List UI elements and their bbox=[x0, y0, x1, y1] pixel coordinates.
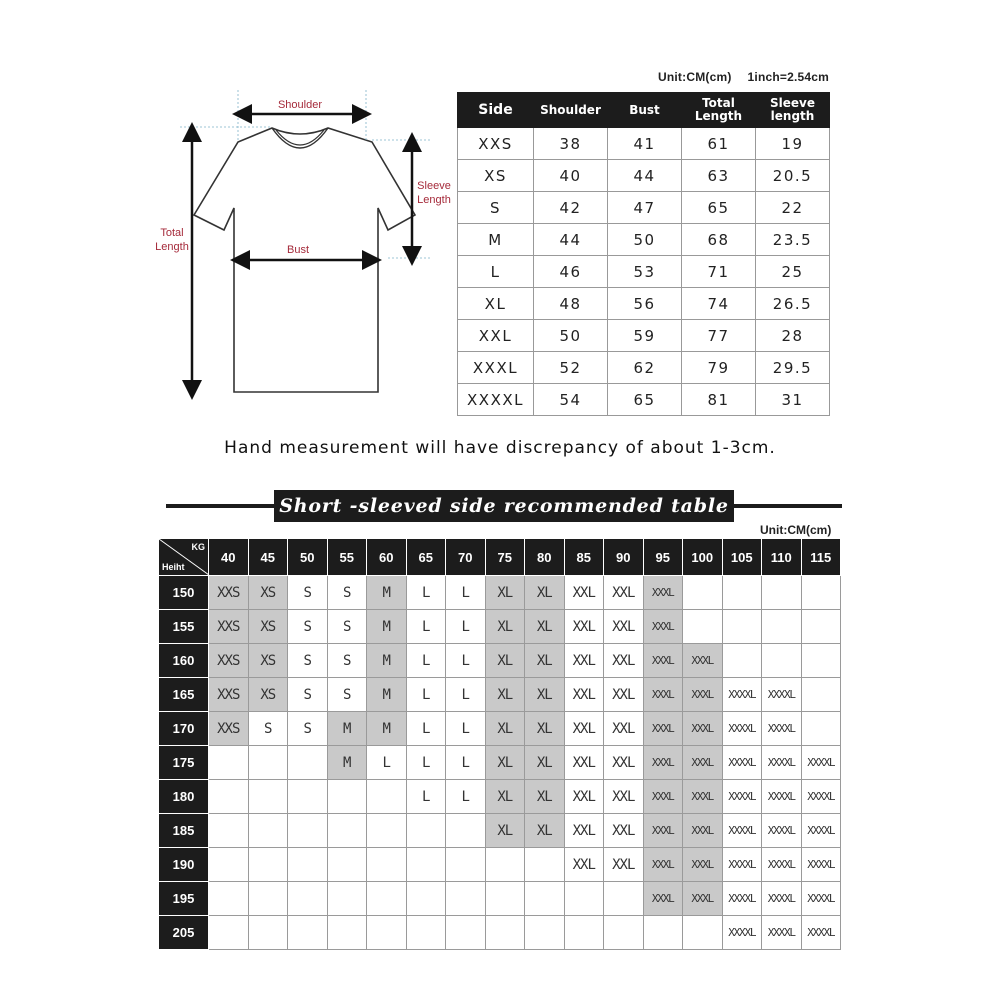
recommend-cell: XXS bbox=[209, 576, 249, 610]
recommend-row bbox=[159, 678, 841, 712]
weight-header: 85 bbox=[564, 539, 604, 576]
size-value: 54 bbox=[534, 384, 608, 416]
weight-header: 80 bbox=[525, 539, 565, 576]
recommend-row bbox=[159, 814, 841, 848]
height-header: 195 bbox=[159, 882, 209, 916]
recommend-cell: S bbox=[288, 576, 328, 610]
recommend-cell: XXXXL bbox=[762, 882, 802, 916]
recommend-cell: XL bbox=[525, 780, 565, 814]
recommend-cell: S bbox=[327, 678, 367, 712]
size-value: 19 bbox=[756, 128, 830, 160]
recommend-row bbox=[159, 610, 841, 644]
recommend-cell: XXL bbox=[604, 644, 644, 678]
header-sleeve-length: Sleeve length bbox=[756, 93, 830, 128]
size-value: 46 bbox=[534, 256, 608, 288]
recommend-cell bbox=[722, 610, 762, 644]
recommend-cell: XXXL bbox=[643, 814, 683, 848]
recommend-cell bbox=[406, 848, 446, 882]
recommend-cell: S bbox=[288, 644, 328, 678]
recommend-cell: XXL bbox=[604, 678, 644, 712]
recommend-cell: XL bbox=[485, 678, 525, 712]
recommend-cell: XXL bbox=[604, 576, 644, 610]
recommend-cell: XXL bbox=[564, 746, 604, 780]
size-value: 48 bbox=[534, 288, 608, 320]
recommend-cell bbox=[367, 814, 407, 848]
recommend-cell: L bbox=[367, 746, 407, 780]
recommend-cell bbox=[209, 746, 249, 780]
recommend-cell: XXL bbox=[564, 712, 604, 746]
recommend-cell bbox=[643, 916, 683, 950]
recommend-cell bbox=[367, 780, 407, 814]
recommend-cell: L bbox=[446, 576, 486, 610]
size-chart-unit bbox=[658, 70, 845, 84]
recommend-cell bbox=[525, 882, 565, 916]
size-chart-table bbox=[457, 92, 830, 416]
height-header: 175 bbox=[159, 746, 209, 780]
recommend-cell: S bbox=[288, 712, 328, 746]
size-value: 50 bbox=[534, 320, 608, 352]
recommend-cell: XXL bbox=[564, 576, 604, 610]
recommend-cell bbox=[801, 644, 841, 678]
recommend-cell: L bbox=[406, 712, 446, 746]
weight-header: 40 bbox=[209, 539, 249, 576]
recommend-cell: XL bbox=[485, 644, 525, 678]
size-value: 44 bbox=[534, 224, 608, 256]
recommend-cell: XXL bbox=[604, 610, 644, 644]
recommend-cell: XXL bbox=[564, 644, 604, 678]
recommend-row bbox=[159, 746, 841, 780]
weight-header: 45 bbox=[248, 539, 288, 576]
recommend-cell: XXXXL bbox=[722, 712, 762, 746]
recommend-cell bbox=[801, 610, 841, 644]
size-value: 59 bbox=[608, 320, 682, 352]
size-value: 63 bbox=[682, 160, 756, 192]
size-chart-row bbox=[458, 128, 830, 160]
inch-conversion: 1inch=2.54cm bbox=[747, 70, 829, 84]
recommend-cell bbox=[525, 916, 565, 950]
recommend-cell: XXXL bbox=[683, 814, 723, 848]
height-header: 190 bbox=[159, 848, 209, 882]
size-value: 50 bbox=[608, 224, 682, 256]
recommend-cell: XXXL bbox=[683, 678, 723, 712]
weight-header: 50 bbox=[288, 539, 328, 576]
weight-header: 55 bbox=[327, 539, 367, 576]
recommend-cell: XL bbox=[485, 712, 525, 746]
recommend-cell: XXXL bbox=[643, 882, 683, 916]
recommend-cell: XXXL bbox=[643, 678, 683, 712]
recommend-cell: L bbox=[446, 644, 486, 678]
height-header: 165 bbox=[159, 678, 209, 712]
recommend-cell bbox=[288, 780, 328, 814]
size-chart-row bbox=[458, 160, 830, 192]
size-value: 28 bbox=[756, 320, 830, 352]
recommend-cell: XXL bbox=[564, 610, 604, 644]
recommend-cell bbox=[327, 780, 367, 814]
recommend-cell bbox=[288, 916, 328, 950]
recommend-cell bbox=[406, 882, 446, 916]
recommend-cell: XXXXL bbox=[722, 916, 762, 950]
recommend-cell: S bbox=[327, 576, 367, 610]
size-label: XXXL bbox=[458, 352, 534, 384]
weight-header: 65 bbox=[406, 539, 446, 576]
recommend-cell: XXXL bbox=[643, 848, 683, 882]
recommend-cell: XXS bbox=[209, 610, 249, 644]
recommend-cell bbox=[801, 576, 841, 610]
recommend-cell bbox=[762, 610, 802, 644]
recommend-cell: XXXL bbox=[683, 712, 723, 746]
size-chart-row bbox=[458, 352, 830, 384]
recommend-cell bbox=[564, 882, 604, 916]
recommend-row bbox=[159, 848, 841, 882]
recommend-cell: XS bbox=[248, 610, 288, 644]
size-label: M bbox=[458, 224, 534, 256]
size-value: 79 bbox=[682, 352, 756, 384]
size-value: 62 bbox=[608, 352, 682, 384]
recommend-cell: XXXXL bbox=[801, 814, 841, 848]
recommend-row bbox=[159, 780, 841, 814]
size-label: XS bbox=[458, 160, 534, 192]
weight-header: 60 bbox=[367, 539, 407, 576]
weight-header: 70 bbox=[446, 539, 486, 576]
recommend-cell bbox=[762, 644, 802, 678]
recommend-cell: XXXXL bbox=[801, 882, 841, 916]
recommend-cell: XXXXL bbox=[762, 848, 802, 882]
recommend-cell: L bbox=[446, 780, 486, 814]
recommend-cell bbox=[485, 848, 525, 882]
size-value: 71 bbox=[682, 256, 756, 288]
measurement-note: Hand measurement will have discrepancy of about 1-3cm. bbox=[224, 438, 776, 458]
height-header: 180 bbox=[159, 780, 209, 814]
tshirt-diagram bbox=[150, 80, 451, 410]
recommend-cell bbox=[604, 916, 644, 950]
size-label: XXL bbox=[458, 320, 534, 352]
recommend-cell: XL bbox=[525, 644, 565, 678]
recommend-cell: L bbox=[406, 678, 446, 712]
recommend-cell: M bbox=[367, 712, 407, 746]
total-label-2: Length bbox=[155, 241, 189, 253]
recommend-cell: XXXXL bbox=[762, 746, 802, 780]
recommend-cell: XXL bbox=[604, 814, 644, 848]
recommend-cell bbox=[367, 882, 407, 916]
recommend-cell: XXXL bbox=[683, 882, 723, 916]
recommend-cell: M bbox=[327, 746, 367, 780]
size-label: L bbox=[458, 256, 534, 288]
header-shoulder: Shoulder bbox=[534, 93, 608, 128]
recommend-cell bbox=[762, 576, 802, 610]
recommend-cell: XL bbox=[525, 610, 565, 644]
corner-kg-label: KG bbox=[191, 542, 205, 552]
recommend-cell: XXXXL bbox=[722, 882, 762, 916]
size-value: 77 bbox=[682, 320, 756, 352]
recommend-cell: XL bbox=[525, 746, 565, 780]
recommend-cell: XXXL bbox=[643, 576, 683, 610]
size-label: XL bbox=[458, 288, 534, 320]
recommend-cell bbox=[288, 814, 328, 848]
recommend-row bbox=[159, 916, 841, 950]
recommend-cell bbox=[367, 916, 407, 950]
recommend-cell: XXXXL bbox=[722, 848, 762, 882]
recommend-cell: XXXXL bbox=[762, 780, 802, 814]
size-value: 42 bbox=[534, 192, 608, 224]
size-value: 31 bbox=[756, 384, 830, 416]
recommend-cell bbox=[248, 746, 288, 780]
recommend-cell bbox=[248, 780, 288, 814]
recommend-cell: XXXL bbox=[643, 610, 683, 644]
size-value: 52 bbox=[534, 352, 608, 384]
recommend-cell bbox=[446, 916, 486, 950]
recommend-cell: S bbox=[288, 678, 328, 712]
recommend-row bbox=[159, 576, 841, 610]
size-value: 56 bbox=[608, 288, 682, 320]
recommend-cell bbox=[446, 848, 486, 882]
recommend-cell bbox=[446, 882, 486, 916]
recommend-cell: XL bbox=[485, 746, 525, 780]
size-chart-row bbox=[458, 224, 830, 256]
recommend-cell bbox=[406, 916, 446, 950]
recommend-cell: XXS bbox=[209, 712, 249, 746]
size-value: 22 bbox=[756, 192, 830, 224]
recommend-cell: L bbox=[406, 644, 446, 678]
recommend-cell: XL bbox=[485, 610, 525, 644]
corner-height-label: Heiht bbox=[162, 562, 185, 572]
recommend-cell: XXL bbox=[564, 780, 604, 814]
recommend-row bbox=[159, 882, 841, 916]
recommend-cell: L bbox=[406, 780, 446, 814]
recommend-cell: XXXL bbox=[643, 746, 683, 780]
recommend-cell: XL bbox=[525, 678, 565, 712]
recommend-table bbox=[158, 538, 841, 950]
recommend-cell: L bbox=[406, 576, 446, 610]
recommend-cell bbox=[683, 916, 723, 950]
recommend-cell: XL bbox=[525, 814, 565, 848]
recommend-cell: XXXL bbox=[683, 644, 723, 678]
recommend-cell bbox=[525, 848, 565, 882]
recommend-cell bbox=[683, 610, 723, 644]
recommend-cell: XL bbox=[525, 576, 565, 610]
size-value: 68 bbox=[682, 224, 756, 256]
recommend-cell: XXXL bbox=[643, 712, 683, 746]
recommend-cell: XXL bbox=[564, 678, 604, 712]
recommend-cell: XXXXL bbox=[722, 678, 762, 712]
size-value: 26.5 bbox=[756, 288, 830, 320]
recommend-cell: S bbox=[288, 610, 328, 644]
recommend-cell bbox=[248, 814, 288, 848]
recommend-cell bbox=[367, 848, 407, 882]
recommend-cell bbox=[604, 882, 644, 916]
height-header: 185 bbox=[159, 814, 209, 848]
recommend-cell: M bbox=[367, 576, 407, 610]
recommend-cell: XXXL bbox=[643, 644, 683, 678]
recommend-cell: XXL bbox=[604, 780, 644, 814]
recommend-cell: XXXL bbox=[683, 746, 723, 780]
header-total-length: Total Length bbox=[682, 93, 756, 128]
recommend-cell: XXXXL bbox=[722, 814, 762, 848]
recommend-cell: XXXXL bbox=[762, 712, 802, 746]
recommend-cell: XXXL bbox=[683, 848, 723, 882]
weight-header: 110 bbox=[762, 539, 802, 576]
size-value: 40 bbox=[534, 160, 608, 192]
size-value: 65 bbox=[608, 384, 682, 416]
height-header: 155 bbox=[159, 610, 209, 644]
height-header: 205 bbox=[159, 916, 209, 950]
recommend-cell: M bbox=[367, 644, 407, 678]
height-header: 170 bbox=[159, 712, 209, 746]
shoulder-label: Shoulder bbox=[277, 99, 323, 111]
recommend-cell: XXXXL bbox=[762, 916, 802, 950]
header-side: Side bbox=[458, 93, 534, 128]
recommend-title: Short -sleeved side recommended table bbox=[274, 490, 734, 522]
recommend-cell: XXXXL bbox=[801, 746, 841, 780]
size-value: 23.5 bbox=[756, 224, 830, 256]
recommend-cell: XXL bbox=[564, 814, 604, 848]
recommend-cell bbox=[722, 644, 762, 678]
recommend-cell: XXXXL bbox=[762, 678, 802, 712]
height-header: 160 bbox=[159, 644, 209, 678]
recommend-cell bbox=[209, 780, 249, 814]
recommend-cell: XXXXL bbox=[722, 780, 762, 814]
size-label: XXXXL bbox=[458, 384, 534, 416]
recommend-cell: XXXL bbox=[643, 780, 683, 814]
size-chart-row bbox=[458, 256, 830, 288]
sleeve-label-2: Length bbox=[417, 194, 451, 206]
recommend-cell: XXXXL bbox=[722, 746, 762, 780]
recommend-cell: L bbox=[446, 610, 486, 644]
recommend-cell bbox=[209, 814, 249, 848]
recommend-cell bbox=[801, 678, 841, 712]
recommend-unit: Unit:CM(cm) bbox=[760, 523, 832, 537]
recommend-cell bbox=[248, 916, 288, 950]
size-value: 74 bbox=[682, 288, 756, 320]
recommend-cell: XXXL bbox=[683, 780, 723, 814]
size-chart-row bbox=[458, 192, 830, 224]
recommend-cell: L bbox=[446, 746, 486, 780]
recommend-cell bbox=[209, 916, 249, 950]
size-value: 38 bbox=[534, 128, 608, 160]
recommend-cell: L bbox=[406, 746, 446, 780]
recommend-cell: M bbox=[367, 610, 407, 644]
recommend-cell: XXXXL bbox=[762, 814, 802, 848]
corner-cell bbox=[159, 539, 209, 576]
recommend-cell bbox=[209, 882, 249, 916]
recommend-cell bbox=[288, 882, 328, 916]
weight-header: 100 bbox=[683, 539, 723, 576]
size-value: 41 bbox=[608, 128, 682, 160]
recommend-cell: XS bbox=[248, 644, 288, 678]
recommend-cell bbox=[209, 848, 249, 882]
size-value: 44 bbox=[608, 160, 682, 192]
recommend-cell: XL bbox=[485, 814, 525, 848]
recommend-header-row bbox=[159, 539, 841, 576]
weight-header: 105 bbox=[722, 539, 762, 576]
recommend-row bbox=[159, 644, 841, 678]
size-value: 61 bbox=[682, 128, 756, 160]
recommend-cell: L bbox=[406, 610, 446, 644]
weight-header: 115 bbox=[801, 539, 841, 576]
recommend-cell bbox=[406, 814, 446, 848]
recommend-cell: XXL bbox=[604, 848, 644, 882]
recommend-cell bbox=[564, 916, 604, 950]
recommend-cell bbox=[327, 848, 367, 882]
size-value: 47 bbox=[608, 192, 682, 224]
recommend-cell bbox=[327, 916, 367, 950]
size-value: 53 bbox=[608, 256, 682, 288]
size-chart-row bbox=[458, 384, 830, 416]
recommend-cell bbox=[327, 882, 367, 916]
recommend-cell bbox=[683, 576, 723, 610]
recommend-cell: S bbox=[248, 712, 288, 746]
recommend-cell bbox=[248, 848, 288, 882]
unit-cm: Unit:CM(cm) bbox=[658, 70, 732, 84]
recommend-cell bbox=[485, 916, 525, 950]
bust-label: Bust bbox=[286, 244, 310, 256]
recommend-cell: XXXXL bbox=[801, 780, 841, 814]
recommend-cell: XXS bbox=[209, 678, 249, 712]
recommend-cell: S bbox=[327, 644, 367, 678]
recommend-cell: XXXXL bbox=[801, 916, 841, 950]
size-chart-header bbox=[458, 93, 830, 128]
weight-header: 90 bbox=[604, 539, 644, 576]
recommend-cell: XL bbox=[485, 576, 525, 610]
weight-header: 95 bbox=[643, 539, 683, 576]
size-value: 20.5 bbox=[756, 160, 830, 192]
recommend-cell: XXXXL bbox=[801, 848, 841, 882]
size-chart-row bbox=[458, 288, 830, 320]
size-value: 25 bbox=[756, 256, 830, 288]
recommend-row bbox=[159, 712, 841, 746]
recommend-cell: S bbox=[327, 610, 367, 644]
recommend-cell: XXL bbox=[604, 712, 644, 746]
size-value: 81 bbox=[682, 384, 756, 416]
recommend-cell bbox=[801, 712, 841, 746]
total-label-1: Total bbox=[160, 227, 184, 239]
size-chart-row bbox=[458, 320, 830, 352]
recommend-cell bbox=[446, 814, 486, 848]
recommend-cell: XXS bbox=[209, 644, 249, 678]
height-header: 150 bbox=[159, 576, 209, 610]
recommend-cell bbox=[288, 746, 328, 780]
recommend-cell bbox=[288, 848, 328, 882]
header-bust: Bust bbox=[608, 93, 682, 128]
recommend-cell: XL bbox=[525, 712, 565, 746]
recommend-cell bbox=[248, 882, 288, 916]
size-value: 29.5 bbox=[756, 352, 830, 384]
recommend-cell bbox=[485, 882, 525, 916]
size-value: 65 bbox=[682, 192, 756, 224]
recommend-cell bbox=[722, 576, 762, 610]
sleeve-label-1: Sleeve bbox=[417, 180, 451, 192]
recommend-cell: M bbox=[367, 678, 407, 712]
recommend-cell: L bbox=[446, 678, 486, 712]
recommend-cell: XL bbox=[485, 780, 525, 814]
recommend-cell: M bbox=[327, 712, 367, 746]
recommend-cell: L bbox=[446, 712, 486, 746]
size-label: S bbox=[458, 192, 534, 224]
recommend-cell bbox=[327, 814, 367, 848]
recommend-cell: XXL bbox=[604, 746, 644, 780]
weight-header: 75 bbox=[485, 539, 525, 576]
size-label: XXS bbox=[458, 128, 534, 160]
recommend-cell: XS bbox=[248, 576, 288, 610]
recommend-cell: XXL bbox=[564, 848, 604, 882]
recommend-cell: XS bbox=[248, 678, 288, 712]
